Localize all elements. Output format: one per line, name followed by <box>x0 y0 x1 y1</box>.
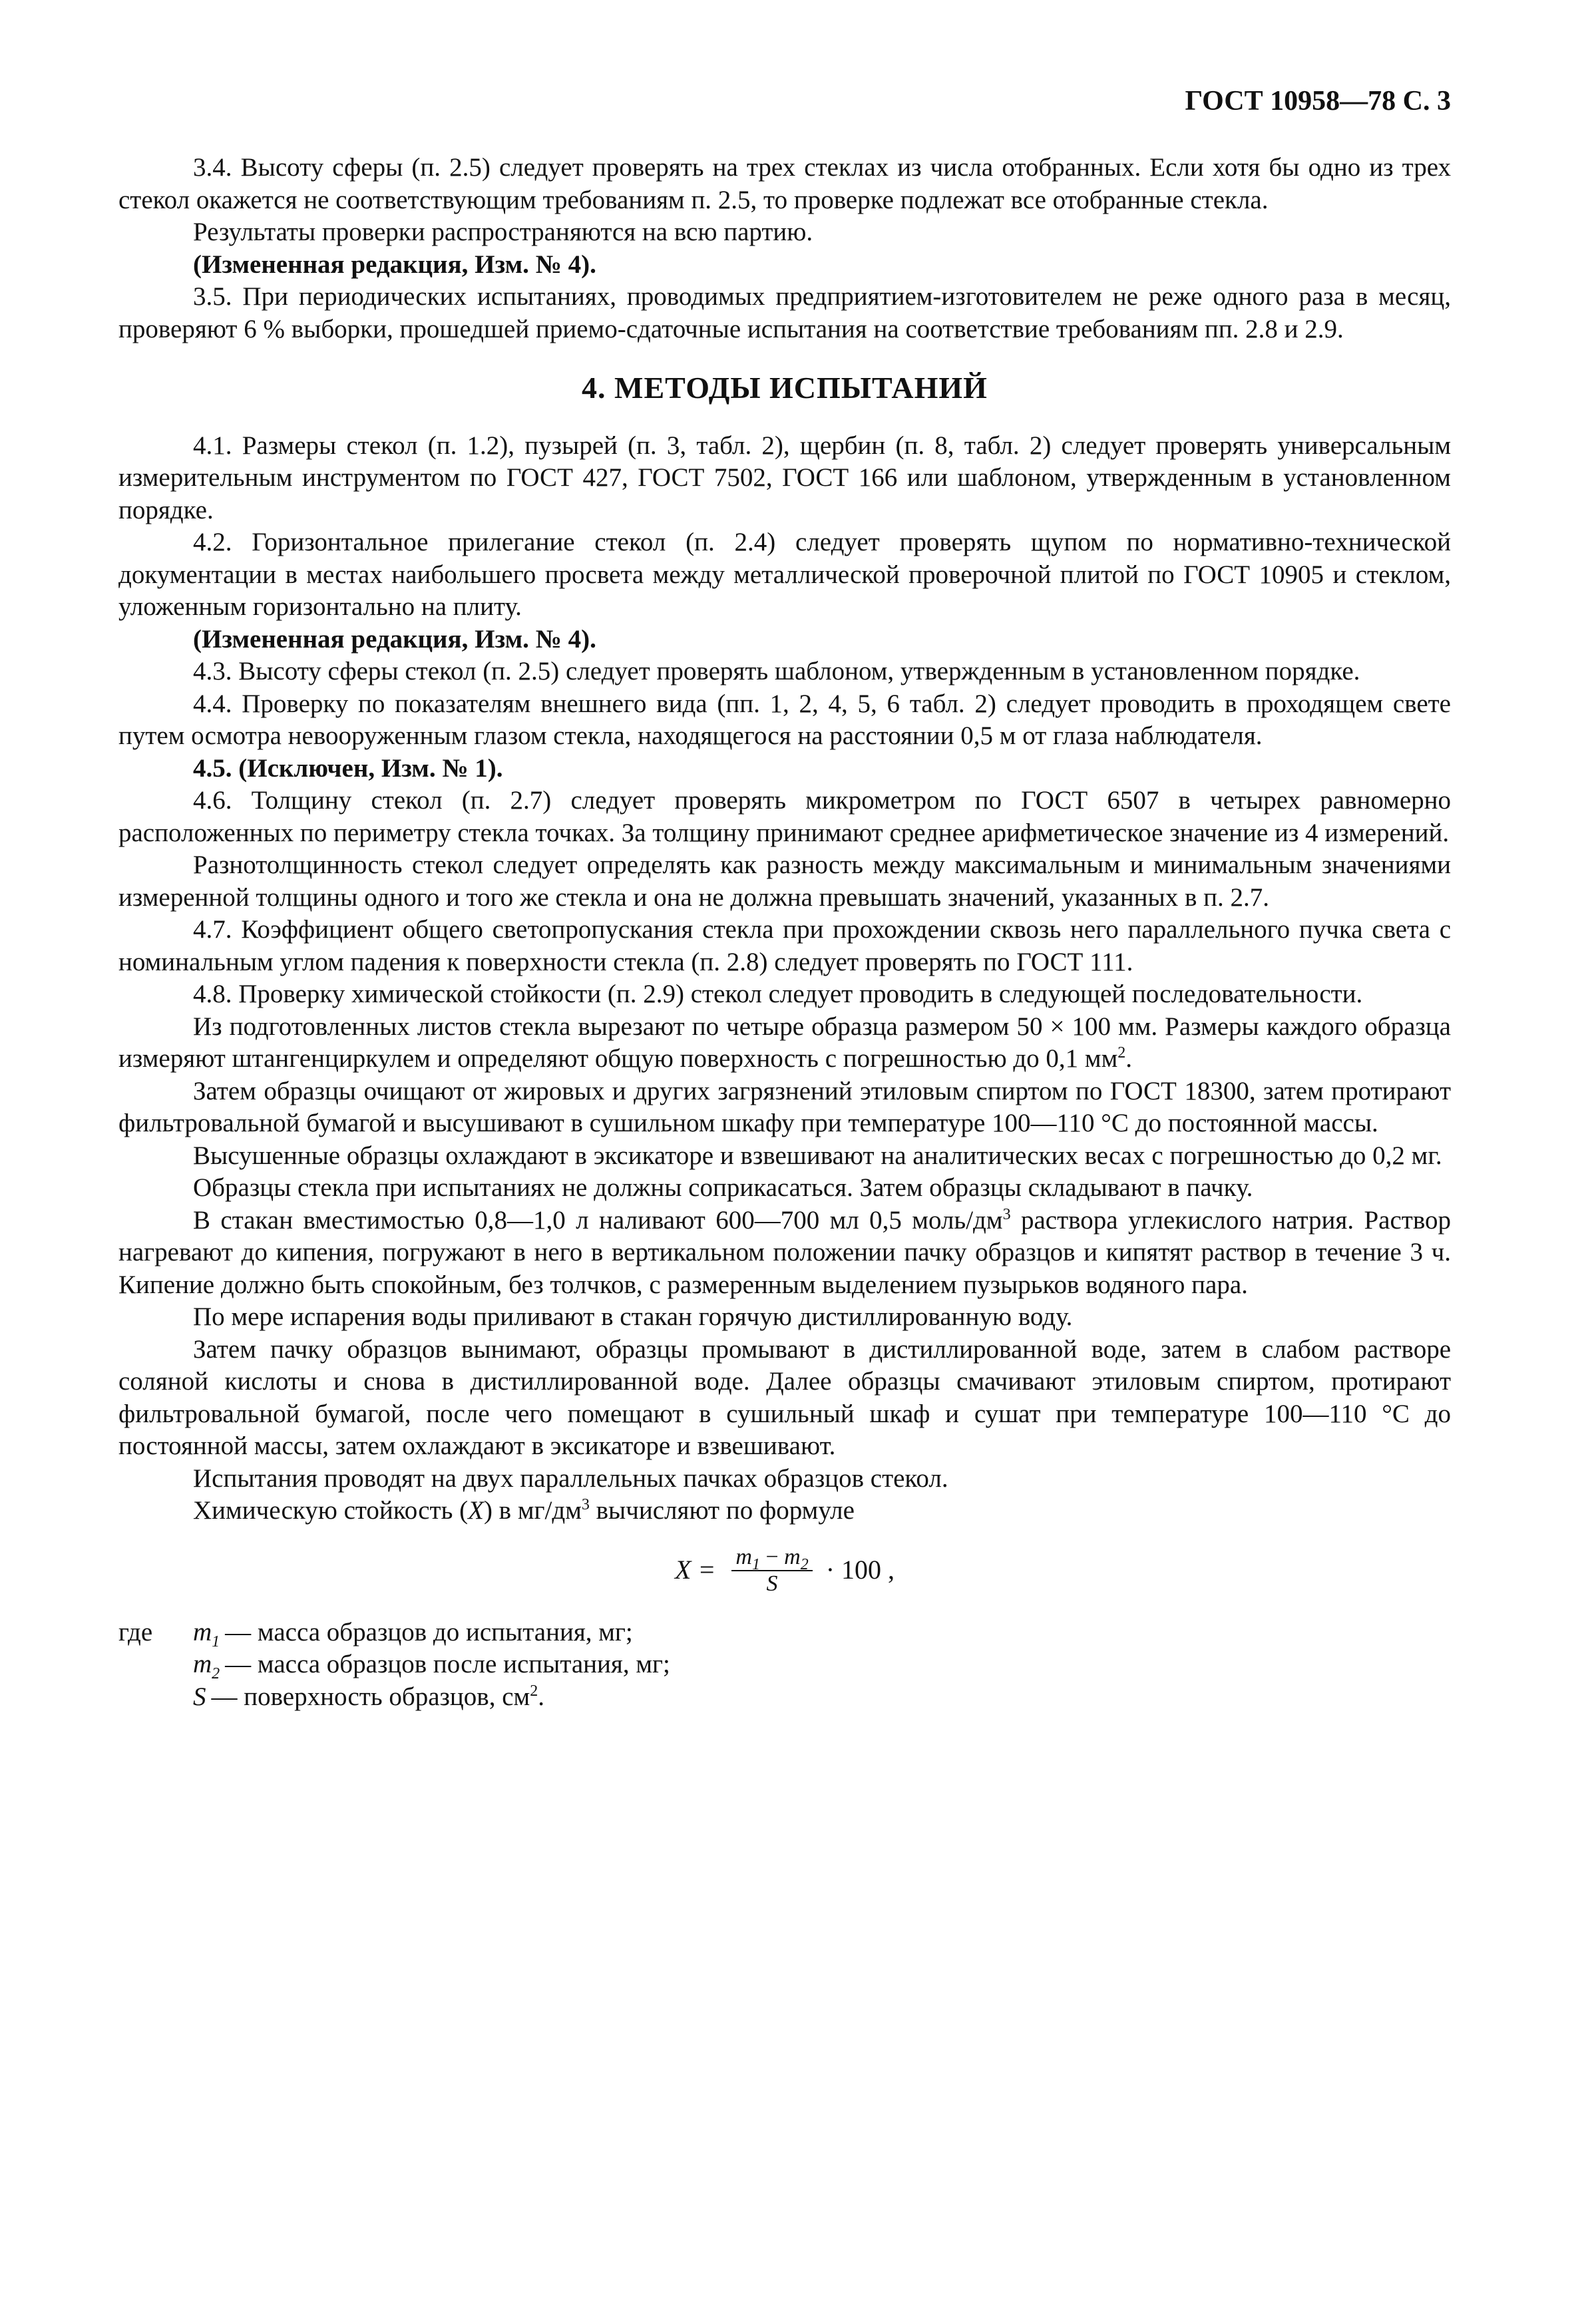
var-m: m <box>784 1544 801 1569</box>
minus-sign: − <box>759 1544 785 1569</box>
paragraph-4-7: 4.7. Коэффициент общего светопропускания стекла при прохождении сквозь него параллельного пучка света с номинальным углом падения к поверхности стекла (п. 2.8) следует проверять по ГОСТ 111. <box>118 915 1451 976</box>
text-segment: раствора углекислого натрия. Раствор нагревают до кипения, погружают в него в вертикальном положении пачку образцов и кипятят раствор в течение 3 ч. Кипение должно быть спокойным, без толчков, с размеренным выделением пузырьков водяного пара. <box>118 1205 1451 1299</box>
definition-symbol <box>193 1648 220 1681</box>
formula-fraction <box>731 1545 812 1597</box>
formula-lhs: X = <box>674 1555 716 1585</box>
formula-denominator: S <box>766 1571 778 1596</box>
variable-x: X <box>468 1496 484 1525</box>
text-segment: Химическую стойкость ( <box>193 1496 469 1525</box>
paragraph-4-8-samples <box>118 1011 1451 1075</box>
spacer <box>118 1648 193 1681</box>
superscript: 2 <box>530 1682 538 1700</box>
text-segment: вычисляют по формуле <box>589 1496 855 1525</box>
formula-numerator <box>731 1545 812 1571</box>
amendment-note: (Измененная редакция, Изм. № 4). <box>193 624 596 654</box>
definition-symbol <box>193 1617 220 1649</box>
superscript: 3 <box>1002 1205 1011 1223</box>
amendment-note: (Измененная редакция, Изм. № 4). <box>193 250 596 279</box>
paragraph-4-3: 4.3. Высоту сферы стекол (п. 2.5) следует проверять шаблоном, утвержденным в установленном порядке. <box>193 657 1360 685</box>
paragraph-3-4-result: Результаты проверки распространяются на всю партию. <box>193 218 813 246</box>
paragraph-3-5: 3.5. При периодических испытаниях, проводимых предприятием-изготовителем не реже одного раза в месяц, проверяют 6 % выборки, прошедшей приемо-сдаточные испытания на соответствие требованиям пп. 2.8 и 2.9. <box>118 282 1451 343</box>
paragraph-4-4: 4.4. Проверку по показателям внешнего вида (пп. 1, 2, 4, 5, 6 табл. 2) следует проводить в проходящем свете путем осмотра невооруженным глазом стекла, находящегося на расстоянии 0,5 м от глаза наблюдателя. <box>118 689 1451 750</box>
subscript: 2 <box>212 1664 220 1682</box>
symbol-letter: m <box>193 1617 212 1646</box>
paragraph-4-8-washing: Затем пачку образцов вынимают, образцы промывают в дистиллированной воде, затем в слабом растворе соляной кислоты и снова в дистиллированной воде. Далее образцы смачивают этиловым спиртом, протирают фильтровальной бумагой, после чего помещают в сушильный шкаф и сушат при температуре 100—110 °С до постоянной массы, затем охлаждают в эксикаторе и взвешивают. <box>118 1334 1451 1460</box>
formula-tail: · 100 , <box>825 1555 895 1585</box>
text-segment: . <box>1125 1044 1133 1073</box>
spacer <box>118 1681 193 1714</box>
paragraph-4-5: 4.5. (Исключен, Изм. № 1). <box>193 753 503 783</box>
text-segment: . <box>538 1682 544 1711</box>
subscript: 1 <box>212 1633 220 1650</box>
paragraph-4-8-formula-intro <box>118 1495 1451 1527</box>
paragraph-4-6-variation: Разнотолщинность стекол следует определять как разность между максимальным и минимальным значениями измеренной толщины одного и того же стекла и она не должна превышать значений, указанных в п. 2.7. <box>118 851 1451 912</box>
definition-text: — масса образцов после испытания, мг; <box>225 1650 670 1678</box>
section-title: 4. МЕТОДЫ ИСПЫТАНИЙ <box>582 371 988 405</box>
paragraph-4-8-cooling: Высушенные образцы охлаждают в эксикаторе и взвешивают на аналитических весах с погрешностью до 0,2 мг. <box>193 1141 1442 1170</box>
where-label: где <box>118 1617 153 1646</box>
paragraph-4-6: 4.6. Толщину стекол (п. 2.7) следует проверять микрометром по ГОСТ 6507 в четырех равномерно расположенных по периметру стекла точках. За толщину принимают среднее арифметическое значение из 4 измерений. <box>118 786 1451 847</box>
variable-definitions <box>118 1617 1451 1714</box>
superscript: 3 <box>581 1496 590 1513</box>
paragraph-4-8: 4.8. Проверку химической стойкости (п. 2.9) стекол следует проводить в следующей последовательности. <box>193 980 1363 1008</box>
paragraph-4-1: 4.1. Размеры стекол (п. 1.2), пузырей (п. 3, табл. 2), щербин (п. 8, табл. 2) следует проверять универсальным измерительным инструментом по ГОСТ 427, ГОСТ 7502, ГОСТ 166 или шаблоном, утвержденным в установленном порядке. <box>118 431 1451 524</box>
superscript: 2 <box>1117 1044 1126 1062</box>
subscript: 2 <box>800 1555 809 1573</box>
page-header: ГОСТ 10958—78 С. 3 <box>1185 86 1451 116</box>
symbol-letter: m <box>193 1650 212 1678</box>
definition-row <box>118 1681 1451 1714</box>
subscript: 1 <box>751 1555 760 1573</box>
formula <box>118 1545 1451 1597</box>
symbol-letter: S <box>193 1682 206 1711</box>
var-m: m <box>735 1544 752 1569</box>
paragraph-4-8-evaporation: По мере испарения воды приливают в стакан горячую дистиллированную воду. <box>193 1302 1073 1331</box>
paragraph-4-8-stacking: Образцы стекла при испытаниях не должны соприкасаться. Затем образцы складывают в пачку. <box>193 1173 1253 1202</box>
paragraph-4-8-parallel: Испытания проводят на двух параллельных пачках образцов стекол. <box>193 1463 948 1493</box>
text-segment: — поверхность образцов, см <box>211 1682 530 1711</box>
paragraph-4-8-boiling <box>118 1205 1451 1302</box>
paragraph-4-2: 4.2. Горизонтальное прилегание стекол (п. 2.4) следует проверять щупом по нормативно-технической документации в местах наибольшего просвета между металлической проверочной плитой по ГОСТ 10905 и стеклом, уложенным горизонтально на плиту. <box>118 528 1451 621</box>
definition-row <box>118 1648 1451 1681</box>
definition-row <box>118 1617 1451 1649</box>
text-segment: ) в мг/дм <box>483 1496 582 1525</box>
definition-symbol <box>193 1681 206 1714</box>
text-segment: В стакан вместимостью 0,8—1,0 л наливают 600—700 мл 0,5 моль/дм <box>193 1205 1003 1235</box>
definition-text <box>206 1681 544 1714</box>
text-segment: Из подготовленных листов стекла вырезают по четыре образца размером 50 × 100 мм. Размеры каждого образца измеряют штангенциркулем и определяют общую поверхность с погрешностью до 0,1 мм <box>118 1012 1451 1073</box>
paragraph-3-4: 3.4. Высоту сферы (п. 2.5) следует проверять на трех стеклах из числа отобранных. Если хотя бы одно из трех стекол окажется не соответствующим требованиям п. 2.5, то проверке подлежат все отобранные стекла. <box>118 153 1451 214</box>
paragraph-4-8-cleaning: Затем образцы очищают от жировых и других загрязнений этиловым спиртом по ГОСТ 18300, затем протирают фильтровальной бумагой и высушивают в сушильном шкафу при температуре 100—110 °С до постоянной массы. <box>118 1076 1451 1137</box>
definition-text: — масса образцов до испытания, мг; <box>225 1617 633 1646</box>
document-body <box>118 152 1451 1713</box>
